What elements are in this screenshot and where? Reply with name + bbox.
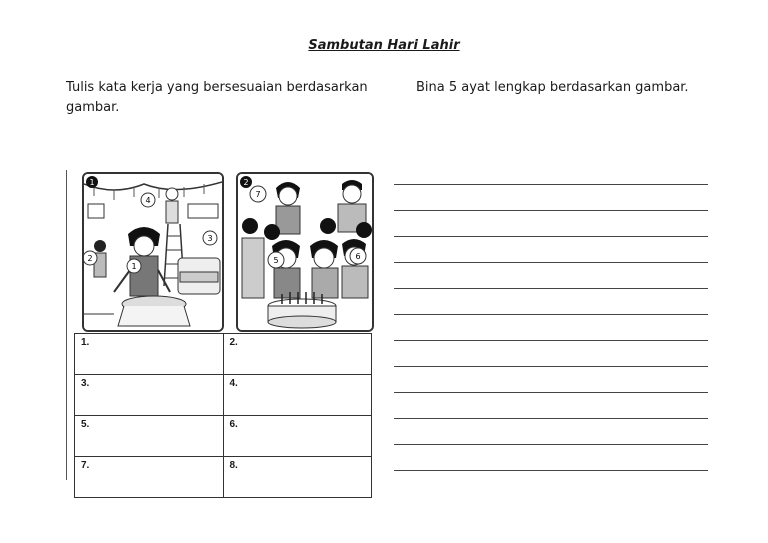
worksheet-title: Sambutan Hari Lahir (308, 38, 460, 53)
picture-2-callout-5: 5 (273, 256, 279, 265)
picture-1-callout-3: 3 (207, 234, 213, 243)
picture-2-callout-7: 7 (255, 190, 261, 199)
writing-line-4[interactable] (394, 262, 708, 263)
sentence-writing-lines (394, 184, 708, 496)
writing-line-8[interactable] (394, 366, 708, 367)
writing-line-11[interactable] (394, 444, 708, 445)
picture-2-illustration (238, 174, 372, 330)
answer-cell-7[interactable]: 7. (75, 457, 224, 498)
writing-line-12[interactable] (394, 470, 708, 471)
answer-cell-4[interactable]: 4. (223, 375, 372, 416)
answer-cell-2[interactable]: 2. (223, 334, 372, 375)
writing-line-6[interactable] (394, 314, 708, 315)
writing-line-5[interactable] (394, 288, 708, 289)
picture-1-callout-2: 2 (87, 254, 93, 263)
writing-line-7[interactable] (394, 340, 708, 341)
picture-2-callout-6: 6 (355, 252, 361, 261)
picture-2-birthday-celebration (236, 172, 374, 332)
instruction-right: Bina 5 ayat lengkap berdasarkan gambar. (416, 80, 689, 95)
instruction-left: Tulis kata kerja yang bersesuaian berdasarkan gambar. (66, 80, 368, 115)
answer-cell-5[interactable]: 5. (75, 416, 224, 457)
answer-cell-8[interactable]: 8. (223, 457, 372, 498)
picture-1-number: 1 (89, 178, 95, 187)
writing-line-10[interactable] (394, 418, 708, 419)
table-row (75, 416, 372, 457)
answer-cell-6[interactable]: 6. (223, 416, 372, 457)
table-row (75, 334, 372, 375)
writing-line-9[interactable] (394, 392, 708, 393)
answer-cell-1[interactable]: 1. (75, 334, 224, 375)
writing-line-3[interactable] (394, 236, 708, 237)
picture-2-number: 2 (243, 178, 249, 187)
table-row (75, 457, 372, 498)
picture-1-illustration (84, 174, 222, 330)
picture-1-party-preparation (82, 172, 224, 332)
verb-answer-table (74, 333, 372, 498)
left-margin-line (66, 170, 67, 480)
picture-1-callout-4: 4 (145, 196, 151, 205)
writing-line-2[interactable] (394, 210, 708, 211)
picture-1-callout-1: 1 (131, 262, 137, 271)
table-row (75, 375, 372, 416)
writing-line-1[interactable] (394, 184, 708, 185)
answer-cell-3[interactable]: 3. (75, 375, 224, 416)
